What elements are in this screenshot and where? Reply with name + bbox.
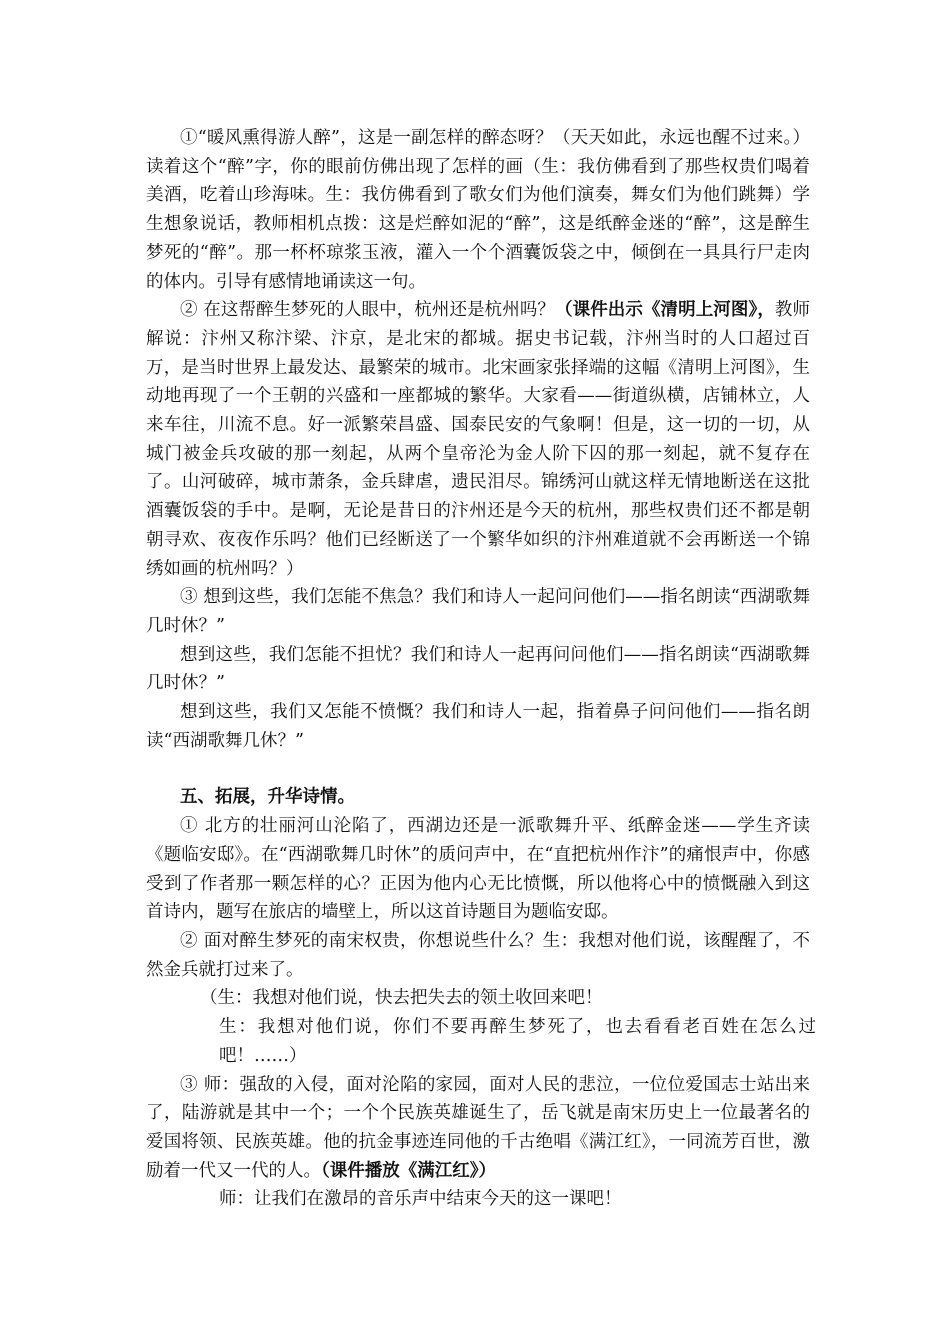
paragraph-8: （生：我想对他们说，快去把失去的领土收回来吧！ [200,988,603,1009]
paragraph-4: 想到这些，我们怎能不担忧？我们和诗人一起再问问他们——指名朗读“西湖歌舞几时休？” [146,644,810,694]
paragraph-2-lead: ② 在这帮醉生梦死的人眼中，杭州还是杭州吗？ [180,300,556,321]
paragraph-9: 生：我想对他们说，你们不要再醉生梦死了，也去看看老百姓在怎么过吧！……） [219,1017,816,1066]
section-heading-5: 五、拓展，升华诗情。 [180,787,355,808]
paragraph-6: ① 北方的壮丽河山沦陷了，西湖边还是一派歌舞升平、纸醉金迷——学生齐读《题临安邸》。在“西湖歌舞几时休”的质问声中，在“直把杭州作汴”的痛恨声中，你感受到了作者那一颗怎样的心？正因为他内心无比愤慨，所以他将心中的愤慨融入到这首诗内，题写在旅店的墙壁上，所以这首诗题目为题临安邸。 [146,816,810,923]
paragraph-10 [146,1071,810,1186]
courseware-note-2: （课件播放《满江红》） [321,1160,496,1181]
paragraph-1: ①“暖风熏得游人醉”，这是一副怎样的醉态呀？（天天如此，永远也醒不过来。）读着这个“醉”字，你的眼前仿佛出现了怎样的画（生：我仿佛看到了那些权贵们喝着美酒，吃着山珍海味。生：我仿佛看到了歌女们为他们演奏，舞女们为他们跳舞）学生想象说话，教师相机点拨：这是烂醉如泥的“醉”，这是纸醉金迷的“醉”，这是醉生梦死的“醉”。那一杯杯琼浆玉液，灌入一个个酒囊饭袋之中，倾倒在一具具行尸走肉的体内。引导有感情地诵读这一句。 [146,128,810,292]
courseware-note-1: （课件出示《清明上河图》， [555,300,775,321]
paragraph-11: 师：让我们在激昂的音乐声中结束今天的这一课吧！ [219,1189,622,1210]
document-page [146,124,816,1214]
paragraph-2-body: 教师解说：汴州又称汴梁、汴京，是北宋的都城。据史书记载，汴州当时的人口超过百万，是当时世界上最发达、最繁荣的城市。北宋画家张择端的这幅《清明上河图》，生动地再现了一个王朝的兴盛和一座都城的繁华。大家看——街道纵横，店铺林立，人来车往，川流不息。好一派繁荣昌盛、国泰民安的气象啊！但是，这一切的一切，从城门被金兵攻破的那一刻起，从两个皇帝沦为金人阶下囚的那一刻起，就不复存在了。山河破碎，城市萧条，金兵肆虐，遗民泪尽。锦绣河山就这样无情地断送在这批酒囊饭袋的手中。是啊，无论是昔日的汴州还是今天的杭州，那些权贵们还不都是朝朝寻欢、夜夜作乐吗？他们已经断送了一个繁华如织的汴州难道就不会再断送一个锦绣如画的杭州吗？） [146,300,811,579]
paragraph-10-body: ③ 师：强敌的入侵，面对沦陷的家园，面对人民的悲泣，一位位爱国志士站出来了，陆游就是其中一个；一个个民族英雄诞生了，岳飞就是南宋历史上一位最著名的爱国将领、民族英雄。他的抗金事迹连同他的千古绝唱《满江红》，一同流芳百世，激励着一代又一代的人。 [146,1074,810,1181]
paragraph-5: 想到这些，我们又怎能不愤慨？我们和诗人一起，指着鼻子问问他们——指名朗读“西湖歌舞几休？” [146,702,810,751]
paragraph-7: ② 面对醉生梦死的南宋权贵，你想说些什么？生：我想对他们说，该醒醒了，不然金兵就打过来了。 [146,930,810,980]
paragraph-3: ③ 想到这些，我们怎能不焦急？我们和诗人一起问问他们——指名朗读“西湖歌舞几时休？” [146,587,810,636]
paragraph-2 [146,296,810,583]
